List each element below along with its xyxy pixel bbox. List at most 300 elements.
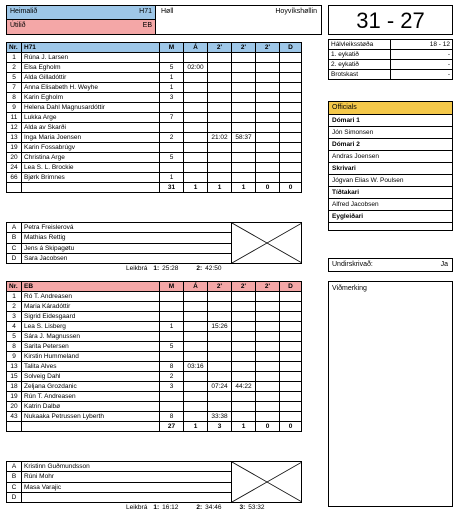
team-official-name: Masa Varajic	[22, 482, 232, 492]
player-stat-m: 2	[160, 133, 184, 143]
team-official-letter: B	[7, 472, 22, 482]
team-official-name: Jens á Skipagøtu	[22, 243, 232, 253]
player-stat-s3	[256, 83, 280, 93]
player-row	[7, 332, 302, 342]
player-stat-s3	[256, 73, 280, 83]
player-stat-a	[184, 302, 208, 312]
total-s1: 1	[208, 183, 232, 193]
player-stat-d	[280, 133, 302, 143]
player-stat-s1: 15:26	[208, 322, 232, 332]
totals-row	[7, 422, 302, 432]
player-stat-a	[184, 372, 208, 382]
timeout-number: 2:	[196, 265, 203, 272]
player-stat-m: 3	[160, 382, 184, 392]
player-row	[7, 292, 302, 302]
player-stat-d	[280, 163, 302, 173]
player-name: Karin Fossabrúgv	[22, 143, 160, 153]
player-stat-s3	[256, 103, 280, 113]
team-official-letter: B	[7, 233, 22, 243]
info-value: -	[391, 50, 453, 60]
timeout-time: 42:50	[205, 265, 222, 272]
player-number: 5	[7, 73, 22, 83]
player-stat-s3	[256, 412, 280, 422]
player-stat-a	[184, 412, 208, 422]
player-stat-m: 1	[160, 73, 184, 83]
team-official-letter: D	[7, 492, 22, 502]
player-stat-s1	[208, 352, 232, 362]
totals-blank	[22, 183, 160, 193]
player-number: 18	[7, 382, 22, 392]
player-stat-s2	[232, 302, 256, 312]
player-number: 24	[7, 163, 22, 173]
player-stat-m	[160, 53, 184, 63]
info-row	[329, 40, 453, 50]
player-stat-s2	[232, 362, 256, 372]
player-stat-m	[160, 312, 184, 322]
player-stat-d	[280, 63, 302, 73]
total-s3: 0	[256, 183, 280, 193]
player-stat-s3	[256, 53, 280, 63]
player-stat-d	[280, 362, 302, 372]
player-number: 15	[7, 372, 22, 382]
player-stat-s3	[256, 93, 280, 103]
info-row	[329, 60, 453, 70]
home-code: H71	[139, 8, 152, 15]
player-row	[7, 372, 302, 382]
player-stat-d	[280, 322, 302, 332]
info-row	[329, 70, 453, 80]
player-row	[7, 302, 302, 312]
player-stat-d	[280, 312, 302, 322]
total-s2: 1	[232, 422, 256, 432]
team-official-letter: A	[7, 462, 22, 472]
timeout-number: 1:	[153, 265, 160, 272]
player-stat-m	[160, 103, 184, 113]
player-stat-s2	[232, 292, 256, 302]
timeout-number: 2:	[196, 504, 203, 511]
player-row	[7, 133, 302, 143]
player-stat-s2	[232, 143, 256, 153]
player-stat-s2	[232, 352, 256, 362]
player-stat-m: 5	[160, 153, 184, 163]
player-stat-d	[280, 53, 302, 63]
player-name: Helena Dahl Magnusardóttir	[22, 103, 160, 113]
player-stat-a	[184, 402, 208, 412]
player-row	[7, 163, 302, 173]
player-row	[7, 322, 302, 332]
home-row	[7, 6, 156, 20]
player-row	[7, 392, 302, 402]
player-row	[7, 402, 302, 412]
player-stat-m	[160, 332, 184, 342]
player-name: Maria Káradóttir	[22, 302, 160, 312]
player-stat-s1	[208, 163, 232, 173]
player-number: 19	[7, 143, 22, 153]
timeout-label: Leikbrá	[126, 504, 148, 511]
player-stat-s2	[232, 53, 256, 63]
player-number: 1	[7, 53, 22, 63]
remark-box	[328, 281, 453, 507]
official-role: Dómari 2	[329, 139, 452, 151]
player-name: Rúna J. Larsen	[22, 53, 160, 63]
col-goals: M	[160, 43, 184, 53]
player-row	[7, 103, 302, 113]
player-name: Bjørk Brimnes	[22, 173, 160, 183]
player-number: 19	[7, 392, 22, 402]
col-nr: Nr.	[7, 282, 22, 292]
player-stat-m	[160, 292, 184, 302]
player-stat-s2	[232, 412, 256, 422]
team-official-name: Kristinn Guðmundsson	[22, 462, 232, 472]
player-stat-m: 8	[160, 362, 184, 372]
player-row	[7, 123, 302, 133]
player-stat-s1	[208, 83, 232, 93]
team-official-letter: D	[7, 253, 22, 263]
venue-label: Høll	[161, 8, 174, 15]
player-number: 5	[7, 332, 22, 342]
info-label: 1. eykatið	[329, 50, 391, 60]
total-d: 0	[280, 422, 302, 432]
player-number: 7	[7, 83, 22, 93]
player-name: Lea S. Lisberg	[22, 322, 160, 332]
player-number: 11	[7, 113, 22, 123]
info-row	[329, 50, 453, 60]
player-stat-d	[280, 382, 302, 392]
player-stat-d	[280, 412, 302, 422]
player-number: 20	[7, 402, 22, 412]
player-stat-d	[280, 402, 302, 412]
player-number: 8	[7, 93, 22, 103]
away-players-table	[6, 281, 302, 432]
player-stat-s3	[256, 402, 280, 412]
player-stat-m: 1	[160, 322, 184, 332]
info-value: 18 - 12	[391, 40, 453, 50]
player-stat-s3	[256, 302, 280, 312]
team-official-letter: A	[7, 223, 22, 233]
info-value: -	[391, 70, 453, 80]
col-susp-2: 2'	[232, 43, 256, 53]
player-stat-a	[184, 173, 208, 183]
player-stat-s3	[256, 372, 280, 382]
team-official-letter: C	[7, 482, 22, 492]
cross-mark-icon	[232, 223, 302, 263]
total-m: 31	[160, 183, 184, 193]
player-stat-s2: 44:22	[232, 382, 256, 392]
total-s3: 0	[256, 422, 280, 432]
player-name: Sára J. Magnussen	[22, 332, 160, 342]
away-header-row	[7, 282, 302, 292]
player-name: Zeljana Grozdanic	[22, 382, 160, 392]
player-row	[7, 83, 302, 93]
col-goals: M	[160, 282, 184, 292]
player-name: Rún T. Andreasen	[22, 392, 160, 402]
crossed-box	[232, 223, 302, 264]
player-stat-s2	[232, 123, 256, 133]
player-stat-s2	[232, 113, 256, 123]
player-name: Ró T. Andreasen	[22, 292, 160, 302]
player-stat-m	[160, 123, 184, 133]
player-stat-d	[280, 123, 302, 133]
player-name: Sigrid Eidesgaard	[22, 312, 160, 322]
player-stat-s1	[208, 143, 232, 153]
player-stat-a	[184, 292, 208, 302]
away-row	[7, 20, 156, 34]
player-number: 43	[7, 412, 22, 422]
player-row	[7, 53, 302, 63]
official-role: Tíðtakari	[329, 187, 452, 199]
official-name: Jógvan Elias W. Poulsen	[329, 175, 452, 187]
player-number: 66	[7, 173, 22, 183]
player-name: Christina Arge	[22, 153, 160, 163]
player-stat-s2	[232, 402, 256, 412]
info-label: Hálvleiksstøða	[329, 40, 391, 50]
col-disq: D	[280, 282, 302, 292]
signed-label: Undirskrivað:	[332, 261, 373, 268]
player-stat-m: 1	[160, 83, 184, 93]
timeout-time: 34:46	[205, 504, 222, 511]
player-row	[7, 352, 302, 362]
player-stat-s2	[232, 322, 256, 332]
player-stat-s3	[256, 163, 280, 173]
away-officials-table	[6, 461, 302, 503]
player-stat-a: 03:16	[184, 362, 208, 372]
team-official-name: Mathias Rettig	[22, 233, 232, 243]
player-number: 2	[7, 63, 22, 73]
col-warning: Á	[184, 43, 208, 53]
player-stat-s3	[256, 143, 280, 153]
totals-blank	[22, 422, 160, 432]
player-stat-s1	[208, 332, 232, 342]
player-stat-s2	[232, 153, 256, 163]
player-number: 3	[7, 312, 22, 322]
player-stat-d	[280, 352, 302, 362]
player-stat-s3	[256, 173, 280, 183]
totals-row	[7, 183, 302, 193]
totals-blank	[7, 183, 22, 193]
player-stat-s2	[232, 332, 256, 342]
player-stat-a	[184, 53, 208, 63]
player-name: Nukaaka Petrussen Lyberth	[22, 412, 160, 422]
remark-label: Viðmerking	[332, 285, 367, 292]
player-stat-s2: 58:37	[232, 133, 256, 143]
player-number: 9	[7, 352, 22, 362]
player-stat-s2	[232, 372, 256, 382]
player-stat-s3	[256, 342, 280, 352]
player-stat-s1	[208, 342, 232, 352]
player-stat-d	[280, 83, 302, 93]
player-number: 1	[7, 292, 22, 302]
player-stat-s1	[208, 103, 232, 113]
player-name: Katrin Dalbø	[22, 402, 160, 412]
player-row	[7, 173, 302, 183]
player-stat-s1	[208, 63, 232, 73]
official-name: Andras Joensen	[329, 151, 452, 163]
player-stat-s2	[232, 103, 256, 113]
player-stat-s1	[208, 53, 232, 63]
venue-name: Hoyvíkshøllin	[275, 8, 317, 15]
official-role: Skrivari	[329, 163, 452, 175]
player-row	[7, 153, 302, 163]
info-label: 2. eykatið	[329, 60, 391, 70]
home-header-row	[7, 43, 302, 53]
player-name: Elsa Egholm	[22, 63, 160, 73]
player-stat-d	[280, 103, 302, 113]
cross-mark-icon	[232, 462, 302, 502]
player-name: Anna Elisabeth H. Weyhe	[22, 83, 160, 93]
player-stat-s1	[208, 73, 232, 83]
player-stat-s1	[208, 372, 232, 382]
col-susp-3: 2'	[256, 282, 280, 292]
player-stat-a	[184, 113, 208, 123]
timeout-number: 3:	[239, 504, 246, 511]
player-stat-d	[280, 372, 302, 382]
col-susp-1: 2'	[208, 43, 232, 53]
player-stat-s2	[232, 173, 256, 183]
player-stat-s1: 21:02	[208, 133, 232, 143]
player-stat-a	[184, 153, 208, 163]
team-official-name	[22, 492, 232, 502]
player-number: 12	[7, 123, 22, 133]
officials-title: Officials	[329, 102, 452, 115]
team-official-name: Rúni Mohr	[22, 472, 232, 482]
player-stat-d	[280, 332, 302, 342]
total-d: 0	[280, 183, 302, 193]
player-stat-s1: 33:38	[208, 412, 232, 422]
player-stat-s1	[208, 93, 232, 103]
player-stat-m: 5	[160, 63, 184, 73]
home-players-table	[6, 42, 302, 193]
player-row	[7, 63, 302, 73]
player-stat-s3	[256, 153, 280, 163]
player-number: 8	[7, 342, 22, 352]
player-stat-m	[160, 163, 184, 173]
player-stat-s1	[208, 302, 232, 312]
player-row	[7, 73, 302, 83]
player-stat-a	[184, 392, 208, 402]
player-stat-m	[160, 402, 184, 412]
player-stat-s2	[232, 63, 256, 73]
player-name: Alda Gilladóttir	[22, 73, 160, 83]
timeout-time: 53:32	[248, 504, 265, 511]
player-stat-m: 1	[160, 173, 184, 183]
total-a: 1	[184, 183, 208, 193]
col-susp-3: 2'	[256, 43, 280, 53]
timeout-number: 1:	[153, 504, 160, 511]
player-stat-s1	[208, 402, 232, 412]
away-label: Útilið	[10, 22, 26, 29]
player-stat-s3	[256, 63, 280, 73]
player-stat-m	[160, 352, 184, 362]
player-number: 13	[7, 362, 22, 372]
player-number: 20	[7, 153, 22, 163]
team-official-row	[7, 462, 302, 472]
player-name: Karin Egholm	[22, 93, 160, 103]
player-stat-s1	[208, 392, 232, 402]
player-row	[7, 412, 302, 422]
player-stat-s3	[256, 123, 280, 133]
player-stat-d	[280, 292, 302, 302]
signed-value: Ja	[440, 261, 448, 268]
player-stat-s1	[208, 113, 232, 123]
player-stat-s1	[208, 173, 232, 183]
col-nr: Nr.	[7, 43, 22, 53]
player-row	[7, 362, 302, 372]
player-stat-a	[184, 83, 208, 93]
player-stat-s3	[256, 312, 280, 322]
player-stat-s2	[232, 312, 256, 322]
player-stat-m: 5	[160, 342, 184, 352]
player-stat-s3	[256, 322, 280, 332]
player-stat-a	[184, 382, 208, 392]
player-stat-a	[184, 143, 208, 153]
player-number: 4	[7, 322, 22, 332]
player-stat-s2	[232, 73, 256, 83]
player-number: 2	[7, 302, 22, 312]
player-name: Sarita Petersen	[22, 342, 160, 352]
official-name: Jón Simonsen	[329, 127, 452, 139]
officials-list	[329, 115, 452, 223]
player-stat-s2	[232, 163, 256, 173]
player-row	[7, 342, 302, 352]
player-stat-s1	[208, 312, 232, 322]
player-row	[7, 93, 302, 103]
player-stat-d	[280, 73, 302, 83]
player-stat-a	[184, 312, 208, 322]
player-stat-a	[184, 332, 208, 342]
player-stat-a	[184, 73, 208, 83]
home-timeouts	[126, 265, 239, 272]
player-name: Lea S. L. Brockie	[22, 163, 160, 173]
player-name: Lukka Arge	[22, 113, 160, 123]
away-team-name: EB	[22, 282, 160, 292]
player-stat-m: 7	[160, 113, 184, 123]
player-stat-a	[184, 123, 208, 133]
player-name: Talita Alves	[22, 362, 160, 372]
player-stat-m	[160, 392, 184, 402]
player-stat-a: 02:00	[184, 63, 208, 73]
player-stat-a	[184, 93, 208, 103]
player-name: Solveig Dahl	[22, 372, 160, 382]
home-team-name: H71	[22, 43, 160, 53]
player-name: Alda av Skarði	[22, 123, 160, 133]
player-row	[7, 113, 302, 123]
match-header	[6, 5, 322, 35]
player-stat-d	[280, 342, 302, 352]
player-stat-m	[160, 302, 184, 312]
player-stat-d	[280, 302, 302, 312]
player-stat-s3	[256, 133, 280, 143]
player-stat-m: 2	[160, 372, 184, 382]
player-stat-s3	[256, 292, 280, 302]
player-stat-s1	[208, 362, 232, 372]
player-stat-d	[280, 392, 302, 402]
player-stat-s2	[232, 392, 256, 402]
player-stat-a	[184, 342, 208, 352]
away-timeouts	[126, 504, 283, 511]
player-stat-s3	[256, 362, 280, 372]
player-stat-s3	[256, 392, 280, 402]
player-stat-a	[184, 322, 208, 332]
crossed-box	[232, 462, 302, 503]
player-number: 9	[7, 103, 22, 113]
player-stat-m	[160, 143, 184, 153]
player-name: Inga Maria Joensen	[22, 133, 160, 143]
player-stat-a	[184, 103, 208, 113]
info-value: -	[391, 60, 453, 70]
player-stat-d	[280, 153, 302, 163]
info-label: Brotskast	[329, 70, 391, 80]
player-stat-s1	[208, 292, 232, 302]
